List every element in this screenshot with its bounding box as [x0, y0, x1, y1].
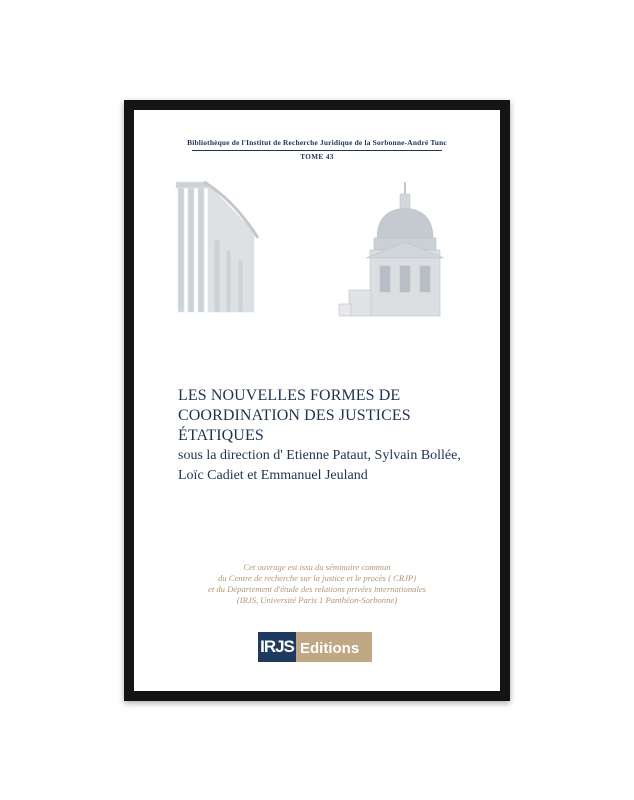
title-line-1: LES NOUVELLES FORMES DE	[178, 387, 401, 404]
note-line-4: (IRJS, Université Paris 1 Panthéon-Sorbonne)	[236, 595, 398, 605]
volume-number: TOME 43	[300, 153, 334, 161]
note-line-2: du Centre de recherche sur la justice et le procès ( CRJP)	[218, 573, 416, 583]
editors-line-2: Loïc Cadiet et Emmanuel Jeuland	[178, 468, 368, 483]
editors-line-1: sous la direction d' Etienne Pataut, Sylvain Bollée,	[178, 448, 461, 463]
note-line-1: Cet ouvrage est issu du séminaire commun	[243, 562, 391, 572]
book-title	[178, 386, 498, 446]
publisher-logo	[258, 632, 372, 662]
series-divider	[192, 150, 442, 151]
publisher-word: Editions	[296, 632, 372, 662]
title-line-2: COORDINATION DES JUSTICES ÉTATIQUES	[178, 407, 411, 444]
sorbonne-chapel-dome-icon	[174, 180, 444, 318]
book-cover	[134, 110, 500, 691]
series-name: Bibliothèque de l'Institut de Recherche Juridique de la Sorbonne-André Tunc	[187, 138, 447, 147]
origin-note	[154, 562, 480, 606]
publisher-mark: IRJS	[258, 632, 296, 662]
series-header	[134, 138, 500, 161]
note-line-3: et du Département d'étude des relations privées internationales	[208, 584, 426, 594]
book-editors	[178, 446, 498, 486]
